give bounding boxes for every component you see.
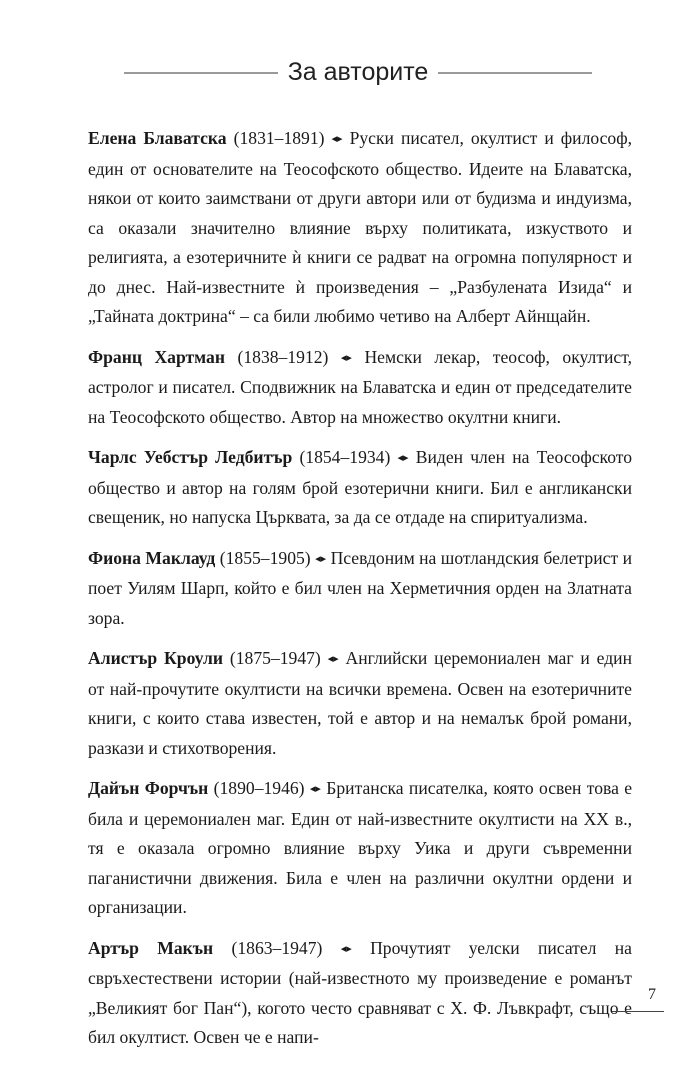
author-description: Руски писател, окултист и философ, един от основателите на Теософското общество. Идеите на Блаватска, някои от които заимствани от други автори или от будизма и индуизма, са оказали значително влияние върху политиката, изкуството и религията, а езотеричните ѝ книги се радват на огромна популярност и до днес. Най-известните ѝ произведения – „Разбулената Изида“ и „Тайната доктрина“ – са били любимо четиво на Алберт Айнщайн. — [88, 128, 633, 326]
author-description: Британска писателка, която освен това е била и церемониален маг. Един от най-известните окултисти на XX в., тя е оказала огромно влияние върху Уика и други съвременни паганистични движения. Била е член на различни окултни ордени и организации. — [88, 778, 633, 917]
author-description: Немски лекар, теософ, окултист, астролог и писател. Сподвижник на Блаватска и един от председателите на Теософското общество. Автор на множество окултни книги. — [88, 346, 632, 427]
author-name: Фиона Маклауд — [88, 547, 216, 568]
page-number-rule — [612, 1011, 664, 1012]
author-years: (1838–1912) — [237, 346, 329, 367]
author-years: (1854–1934) — [299, 447, 391, 467]
arrow-separator-icon: ◂▸ — [315, 552, 327, 565]
author-description: Виден член на Теософското общество и автор на голям брой езотерични книги. Бил е англикански свещеник, но напуска Църквата, за да се отдаде на спиритуализма. — [88, 447, 633, 527]
header-rule-left — [124, 72, 278, 74]
author-years: (1863–1947) — [231, 937, 323, 958]
author-entry — [88, 124, 632, 332]
author-entry — [88, 774, 632, 923]
author-years: (1875–1947) — [229, 648, 321, 668]
author-name: Дайън Форчън — [88, 778, 209, 798]
author-years: (1831–1891) — [233, 128, 325, 148]
author-entry — [88, 343, 632, 433]
header-rule-right — [438, 72, 592, 74]
author-years: (1890–1946) — [213, 778, 305, 798]
author-entry — [88, 934, 632, 1053]
author-entry — [88, 443, 632, 533]
page-title: За авторите — [287, 58, 429, 86]
author-entry — [88, 644, 632, 763]
arrow-separator-icon: ◂▸ — [397, 452, 409, 464]
author-name: Чарлс Уебстър Ледбитър — [88, 447, 293, 467]
arrow-separator-icon: ◂▸ — [331, 133, 343, 145]
author-entries — [88, 124, 632, 1064]
author-description: Прочутият уелски писател на свръхестествени истории (най-известното му произведение е романът „Великият бог Пан“), когото често сравняват с Х. Ф. Лъвкрафт, също е бил окултист. Освен че е напи- — [88, 937, 632, 1047]
arrow-separator-icon: ◂▸ — [340, 942, 352, 955]
arrow-separator-icon: ◂▸ — [340, 351, 352, 364]
arrow-separator-icon: ◂▸ — [309, 783, 321, 795]
page-number: 7 — [648, 986, 656, 1003]
author-name: Артър Макън — [88, 937, 214, 958]
author-name: Франц Хартман — [88, 346, 225, 367]
page-header — [124, 58, 592, 87]
author-name: Елена Блаватска — [88, 128, 227, 148]
author-name: Алистър Кроули — [88, 648, 224, 668]
author-description: Английски церемониален маг и един от най-прочутите окултисти на всички времена. Освен на езотеричните книги, с които става известен, той е автор и на немалък брой романи, разкази и стихотворения. — [88, 648, 632, 758]
arrow-separator-icon: ◂▸ — [327, 653, 339, 665]
author-years: (1855–1905) — [219, 547, 311, 568]
author-entry — [88, 544, 632, 634]
author-description: Псевдоним на шотландския белетрист и поет Уилям Шарп, който е бил член на Херметичния орден на Златната зора. — [88, 547, 632, 628]
